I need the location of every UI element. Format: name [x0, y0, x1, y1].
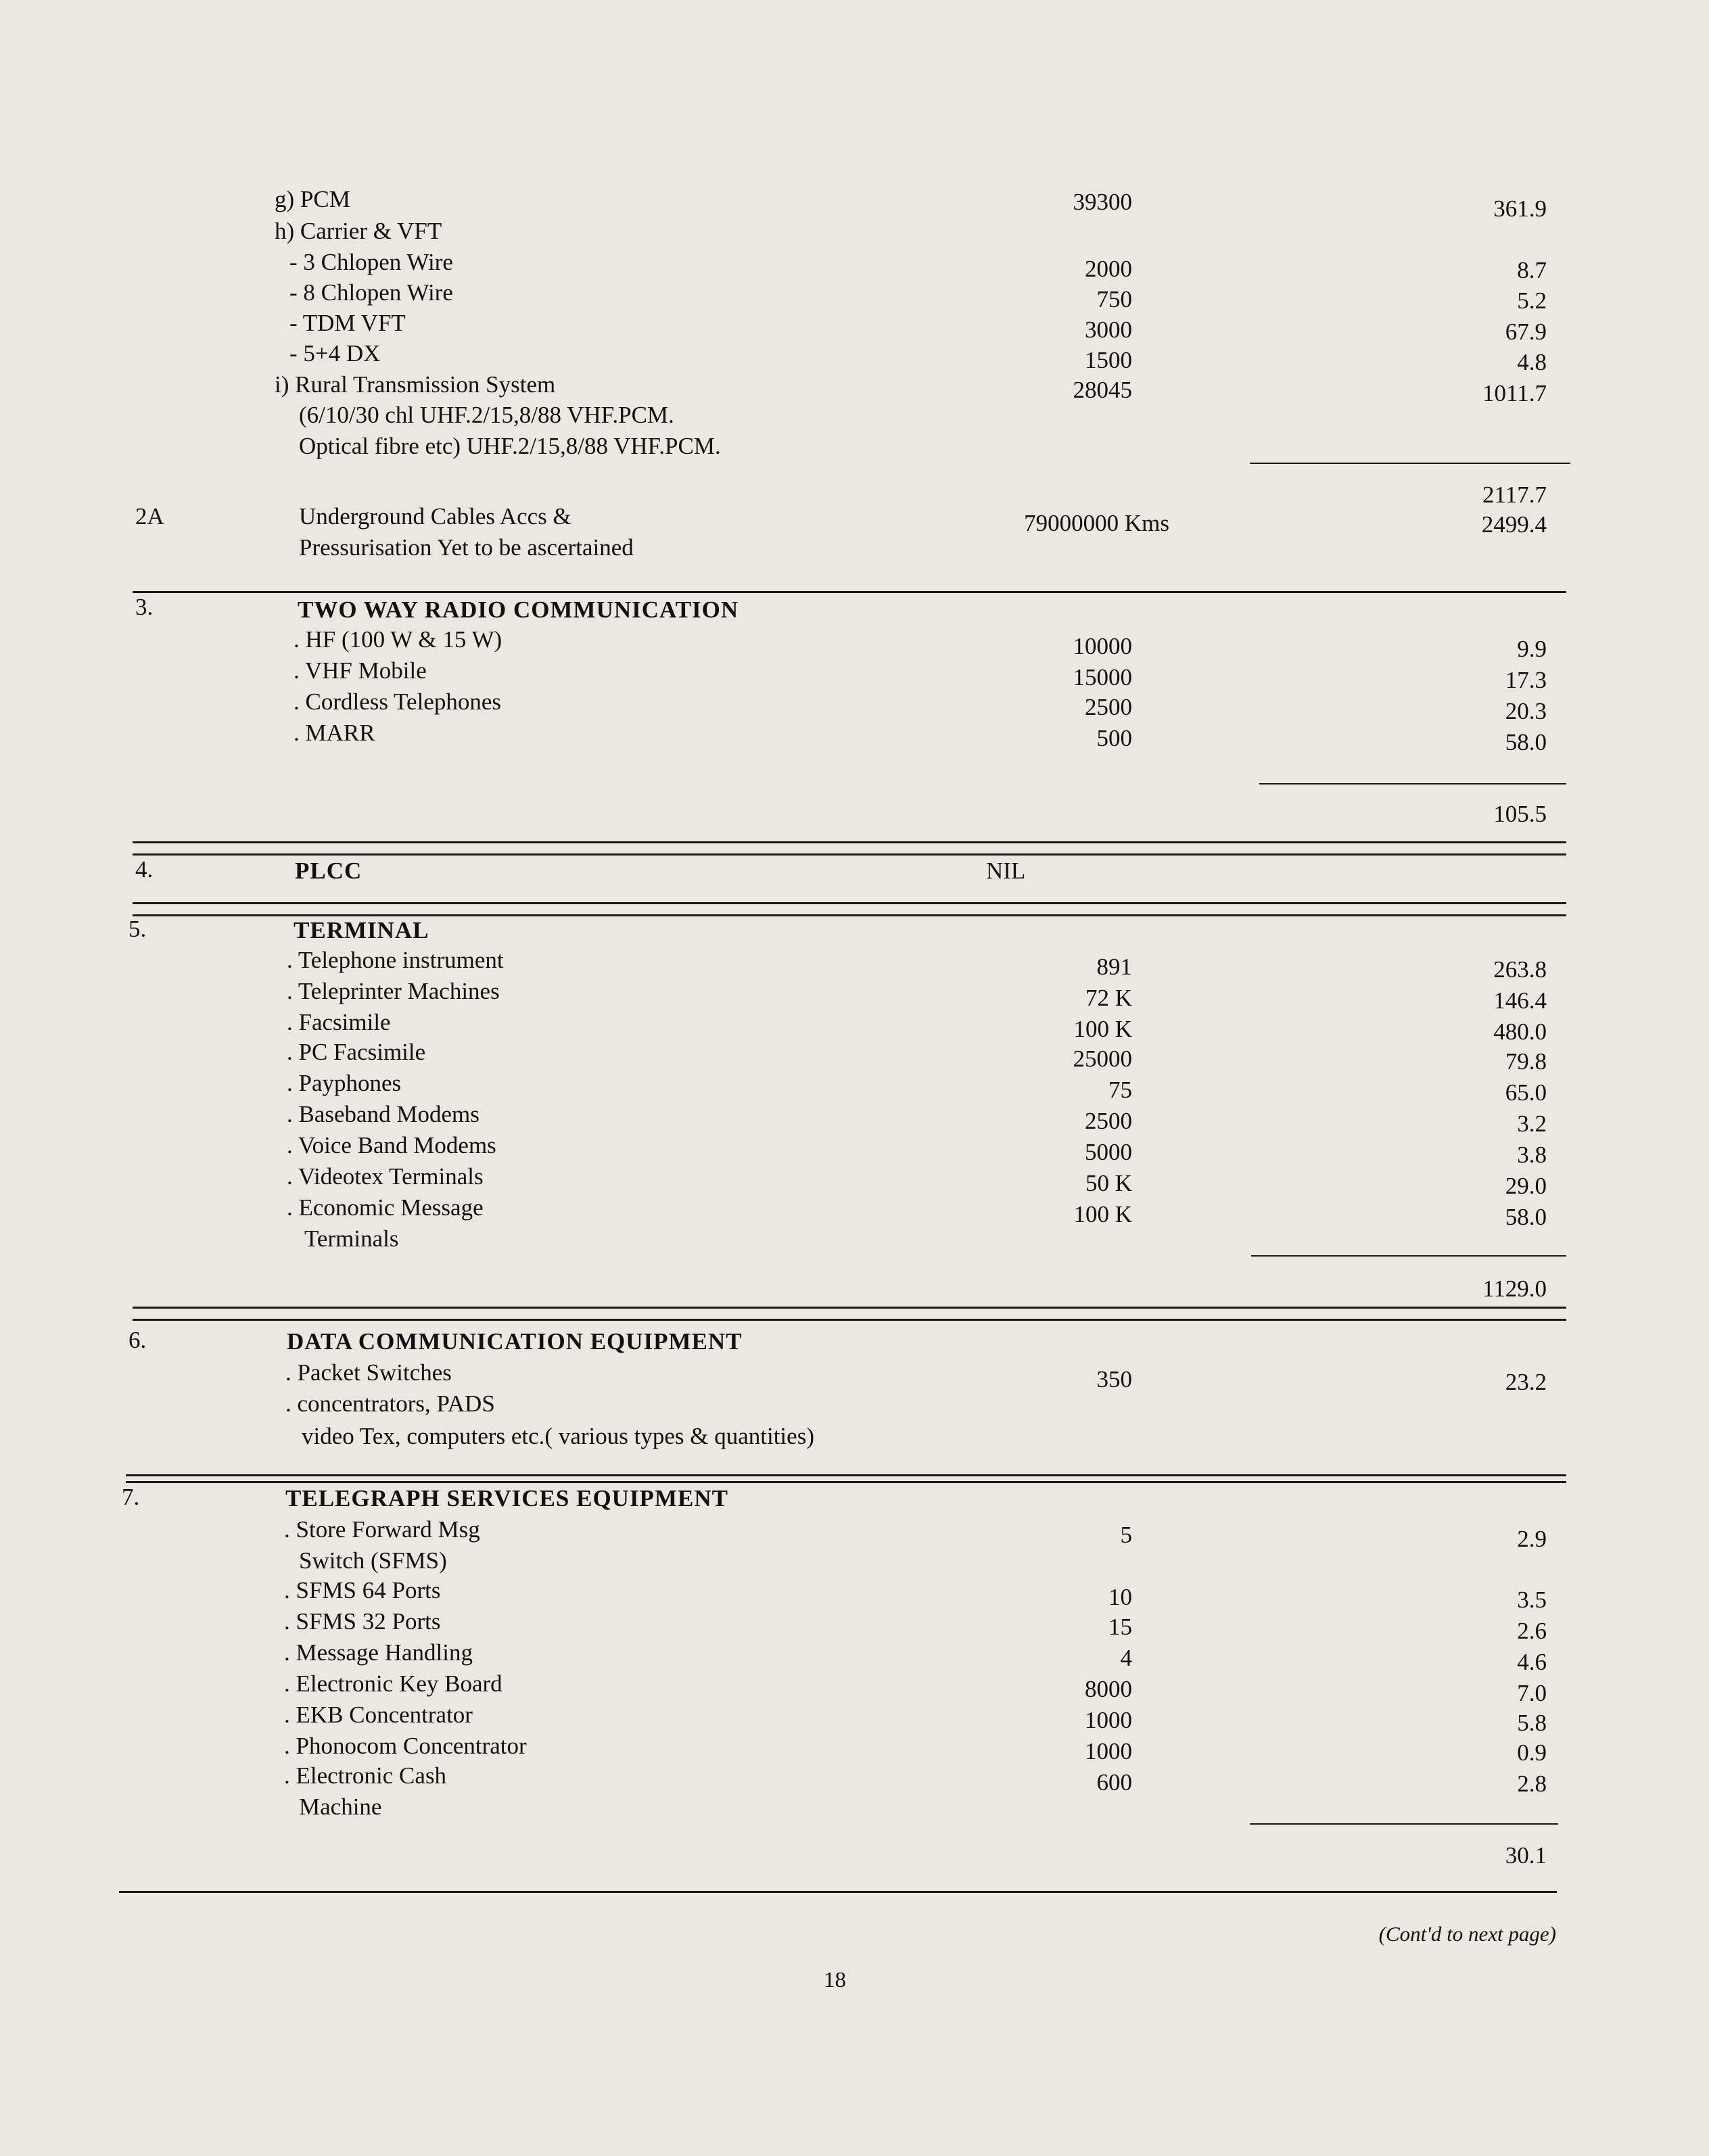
section-3-value: 20.3 [1505, 698, 1547, 724]
section-divider [133, 841, 1566, 843]
section-3-item: . Cordless Telephones [294, 688, 502, 715]
row-label: Optical fibre etc) UHF.2/15,8/88 VHF.PCM. [299, 433, 721, 459]
section-2a-value: 2499.4 [1481, 511, 1547, 538]
row-label: i) Rural Transmission System [275, 371, 556, 398]
section-divider [119, 1891, 1557, 1893]
section-number: 3. [135, 594, 154, 620]
section-3-title: TWO WAY RADIO COMMUNICATION [298, 596, 739, 623]
row-label: - 5+4 DX [289, 340, 381, 367]
section-7-qty: 1000 [1085, 1707, 1132, 1733]
section-5-total: 1129.0 [1482, 1275, 1547, 1302]
section-number: 4. [135, 856, 154, 883]
section-7-qty: 8000 [1085, 1676, 1132, 1702]
section-7-item: . Message Handling [284, 1639, 473, 1666]
section-7-item: Machine [299, 1794, 382, 1820]
section-5-value: 79.8 [1505, 1048, 1547, 1075]
section-5-value: 146.4 [1493, 987, 1547, 1014]
section-5-qty: 75 [1108, 1077, 1132, 1103]
section-5-item: . Economic Message [287, 1194, 484, 1221]
section-2a-qty: 79000000 Kms [1024, 510, 1169, 536]
section-7-value: 0.9 [1517, 1739, 1547, 1766]
section-5-value: 65.0 [1505, 1079, 1547, 1106]
section-5-qty: 72 K [1085, 985, 1132, 1011]
section-5-value: 263.8 [1493, 956, 1547, 983]
row-qty: 39300 [1073, 189, 1132, 215]
section-7-title: TELEGRAPH SERVICES EQUIPMENT [285, 1485, 728, 1511]
section-divider [133, 1319, 1566, 1321]
section-7-value: 5.8 [1517, 1710, 1547, 1736]
section-5-qty: 100 K [1073, 1016, 1132, 1042]
section-5-item: . Voice Band Modems [287, 1132, 496, 1158]
row-label: (6/10/30 chl UHF.2/15,8/88 VHF.PCM. [299, 402, 674, 428]
section-5-qty: 5000 [1085, 1139, 1132, 1165]
section-5-item: . Facsimile [287, 1009, 391, 1035]
section-7-value: 7.0 [1517, 1680, 1547, 1706]
section-7-item: . Electronic Cash [284, 1762, 447, 1789]
section-5-qty: 25000 [1073, 1046, 1132, 1072]
section-7-item: . Electronic Key Board [284, 1670, 502, 1697]
section-7-value: 2.6 [1517, 1618, 1547, 1644]
row-value: 67.9 [1505, 319, 1547, 345]
section-5-value: 58.0 [1505, 1204, 1547, 1230]
section-number: 6. [128, 1327, 147, 1353]
section-divider [133, 591, 1566, 593]
section-7-qty: 10 [1108, 1584, 1132, 1610]
row-value: 4.8 [1517, 349, 1547, 375]
section-5-item: . Videotex Terminals [287, 1163, 484, 1190]
section-7-item: . SFMS 32 Ports [284, 1608, 441, 1635]
section-7-qty: 5 [1120, 1522, 1132, 1548]
section-7-value: 3.5 [1517, 1587, 1547, 1613]
section-7-total: 30.1 [1505, 1842, 1547, 1869]
row-qty: 2000 [1085, 256, 1132, 282]
section-6-line3: video Tex, computers etc.( various types & quantities) [302, 1423, 814, 1449]
section-4-title: PLCC [295, 858, 362, 884]
section-3-value: 17.3 [1505, 667, 1547, 693]
section-2a-line1: Underground Cables Accs & [299, 503, 571, 530]
row-qty: 3000 [1085, 317, 1132, 343]
row-label: g) PCM [275, 186, 350, 212]
section-7-item: . SFMS 64 Ports [284, 1577, 441, 1603]
section-7-qty: 1000 [1085, 1738, 1132, 1764]
row-value: 1011.7 [1482, 380, 1547, 406]
section-5-qty: 50 K [1085, 1170, 1132, 1196]
section-6-qty: 350 [1096, 1366, 1132, 1392]
section-6-line1: . Packet Switches [285, 1359, 452, 1386]
row-label: - TDM VFT [289, 310, 406, 336]
row-label: - 3 Chlopen Wire [289, 249, 453, 275]
section-3-item: . VHF Mobile [294, 657, 427, 684]
section-5-value: 480.0 [1493, 1018, 1547, 1045]
section-7-qty: 15 [1108, 1614, 1132, 1640]
subtotal-rule [1250, 463, 1570, 464]
section-number: 7. [122, 1484, 140, 1510]
section-divider [133, 1307, 1566, 1309]
section-3-total: 105.5 [1493, 801, 1547, 827]
section-5-item: . Baseband Modems [287, 1101, 479, 1127]
row-value: 5.2 [1517, 287, 1547, 314]
section-3-qty: 2500 [1085, 694, 1132, 720]
section-5-title: TERMINAL [294, 917, 429, 943]
section-2a-line2: Pressurisation Yet to be ascertained [299, 534, 634, 561]
section-number: 5. [128, 916, 147, 942]
section-7-value: 2.8 [1517, 1771, 1547, 1797]
section-7-item: . EKB Concentrator [284, 1702, 473, 1728]
section-5-item: . Telephone instrument [287, 947, 504, 973]
section-number: 2A [135, 503, 164, 530]
section-5-item: . PC Facsimile [287, 1039, 426, 1065]
section-7-qty: 4 [1120, 1645, 1132, 1671]
section-4-qty: NIL [986, 858, 1026, 884]
section-3-value: 58.0 [1505, 729, 1547, 755]
section-6-value: 23.2 [1505, 1369, 1547, 1395]
subtotal-value: 2117.7 [1482, 482, 1547, 508]
section-7-item: . Store Forward Msg [284, 1516, 480, 1543]
section-divider [126, 1474, 1566, 1476]
subtotal-rule [1259, 783, 1566, 784]
section-6-line2: . concentrators, PADS [285, 1390, 495, 1417]
section-7-qty: 600 [1096, 1769, 1132, 1796]
row-qty: 750 [1096, 286, 1132, 312]
section-5-value: 3.8 [1517, 1142, 1547, 1168]
section-7-item: Switch (SFMS) [299, 1547, 447, 1574]
row-qty: 1500 [1085, 347, 1132, 373]
section-divider [133, 902, 1566, 904]
section-3-qty: 500 [1096, 725, 1132, 751]
section-7-value: 4.6 [1517, 1649, 1547, 1675]
row-qty: 28045 [1073, 377, 1132, 403]
section-3-item: . MARR [294, 720, 375, 746]
row-label: - 8 Chlopen Wire [289, 279, 453, 306]
section-5-item: Terminals [304, 1225, 399, 1252]
section-divider [126, 1481, 1566, 1483]
row-value: 8.7 [1517, 257, 1547, 283]
section-5-qty: 2500 [1085, 1108, 1132, 1134]
page-number: 18 [824, 1968, 846, 1992]
section-6-title: DATA COMMUNICATION EQUIPMENT [287, 1328, 743, 1355]
section-5-value: 3.2 [1517, 1110, 1547, 1137]
section-5-item: . Teleprinter Machines [287, 978, 500, 1004]
section-7-item: . Phonocom Concentrator [284, 1733, 527, 1759]
section-7-value: 2.9 [1517, 1526, 1547, 1552]
subtotal-rule [1251, 1255, 1566, 1257]
continued-note: (Cont'd to next page) [1378, 1922, 1556, 1946]
section-5-qty: 100 K [1073, 1201, 1132, 1227]
section-5-qty: 891 [1096, 954, 1132, 980]
row-label: h) Carrier & VFT [275, 218, 442, 244]
section-divider [133, 853, 1566, 856]
section-3-item: . HF (100 W & 15 W) [294, 626, 502, 653]
row-value: 361.9 [1493, 195, 1547, 222]
section-5-item: . Payphones [287, 1070, 402, 1096]
section-3-value: 9.9 [1517, 636, 1547, 662]
subtotal-rule [1250, 1823, 1558, 1825]
section-3-qty: 15000 [1073, 664, 1132, 690]
section-5-value: 29.0 [1505, 1173, 1547, 1199]
section-3-qty: 10000 [1073, 633, 1132, 659]
